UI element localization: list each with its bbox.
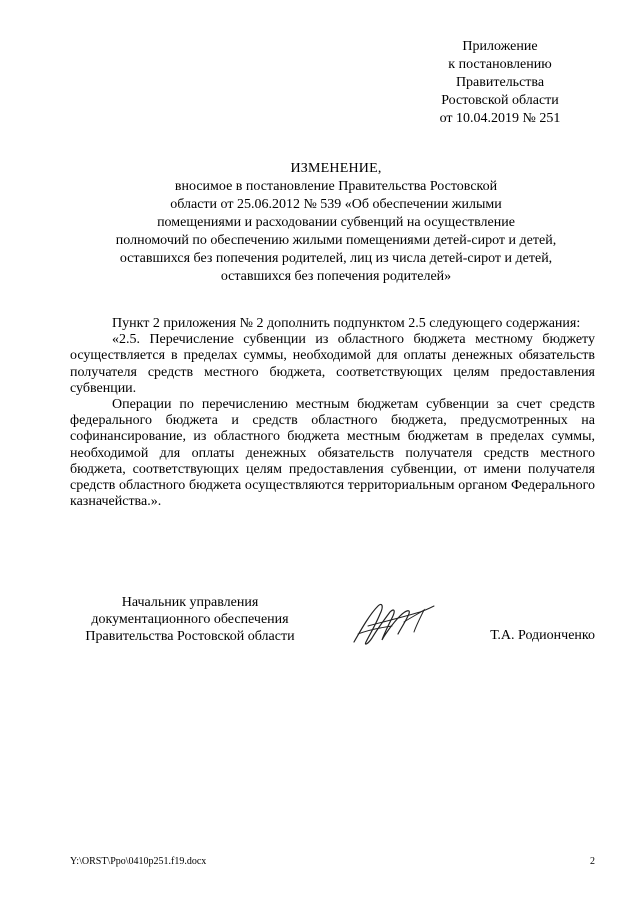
body-paragraph: Пункт 2 приложения № 2 дополнить подпунктом 2.5 следующего содержания: — [112, 316, 581, 331]
footer-file-path: Y:\ORST\Ppo\0410p251.f19.docx — [70, 856, 207, 867]
signatory-title-line: документационного обеспечения — [91, 612, 289, 627]
document-title: ИЗМЕНЕНИЕ, — [290, 161, 382, 176]
header-line: помещениями и расходовании субвенций на осуществление — [157, 215, 515, 230]
page-number: 2 — [590, 856, 595, 867]
signature-block — [70, 594, 595, 654]
appendix-line: Правительства — [455, 75, 545, 90]
handwritten-signature — [348, 598, 438, 650]
signatory-name: Т.А. Родионченко — [490, 628, 595, 643]
appendix-line: Приложение — [462, 39, 538, 54]
appendix-line: от 10.04.2019 № 251 — [439, 111, 561, 126]
signatory-title — [70, 594, 310, 645]
header-line: полномочий по обеспечению жилыми помещениями детей-сирот и детей, — [115, 233, 557, 248]
header-line: области от 25.06.2012 № 539 «Об обеспечении жилыми — [170, 197, 502, 212]
document-body — [70, 316, 595, 510]
appendix-block — [420, 38, 580, 128]
signatory-title-line: Правительства Ростовской области — [85, 629, 295, 644]
header-line: вносимое в постановление Правительства Ростовской — [174, 179, 498, 194]
body-paragraph: «2.5. Перечисление субвенции из областного бюджета местному бюджету осуществляется в пределах суммы, необходимой для оплаты денежных обязательств получателя средств местного бюджета, соответствующих целям предоставления субвенции. — [70, 332, 595, 396]
document-header — [80, 160, 592, 286]
appendix-line: к постановлению — [448, 57, 552, 72]
body-paragraph: Операции по перечислению местным бюджетам субвенции за счет средств федерального бюджета и средств областного бюджета, предусмотренных на софинансирование, из областного бюджета местным бюджетам в пределах суммы, необходимой для оплаты денежных обязательств получателя средств местного бюджета, соответствующих целям предоставления субвенции, от имени получателя средств областного бюджета осуществляются территориальным органом Федерального казначейства.». — [70, 397, 595, 510]
header-line: оставшихся без попечения родителей, лиц из числа детей-сирот и детей, — [119, 251, 553, 266]
signatory-title-line: Начальник управления — [121, 595, 259, 610]
appendix-line: Ростовской области — [441, 93, 559, 108]
header-line: оставшихся без попечения родителей» — [220, 269, 452, 284]
